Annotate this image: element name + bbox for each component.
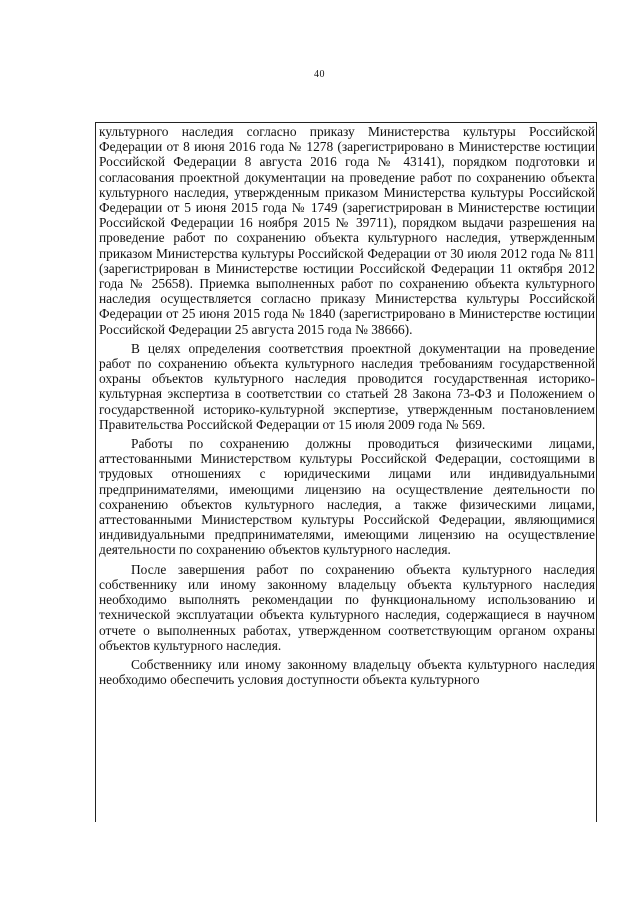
paragraph-4: После завершения работ по сохранению объекта культурного наследия собственнику или иному законному владельцу объекта культурного наследия необходимо выполнять рекомендации по функциональному использованию и технической эксплуатации объекта культурного наследия, содержащиеся в научном отчете о выполненных работах, утвержденном соответствующим органом охраны объектов культурного наследия. bbox=[99, 561, 595, 653]
paragraph-3: Работы по сохранению должны проводиться физическими лицами, аттестованными Министерством культуры Российской Федерации, состоящими в трудовых отношениях с юридическими лицами или индивидуальными предпринимателями, имеющими лицензию на осуществление деятельности по сохранению объектов культурного наследия, а также физическими лицами, аттестованными Министерством культуры Российской Федерации, являющимися индивидуальными предпринимателями, имеющими лицензию на осуществление деятельности по сохранению объектов культурного наследия. bbox=[99, 436, 595, 558]
document-body bbox=[99, 124, 595, 687]
paragraph-5: Собственнику или иному законному владельцу объекта культурного наследия необходимо обеспечить условия доступности объекта культурного bbox=[99, 656, 595, 688]
page-number: 40 bbox=[314, 69, 325, 80]
paragraph-1: культурного наследия согласно приказу Министерства культуры Российской Федерации от 8 июня 2016 года № 1278 (зарегистрировано в Министерстве юстиции Российской Федерации 8 августа 2016 года № 43141), порядком подготовки и согласования проектной документации на проведение работ по сохранению объекта культурного наследия, утвержденным приказом Министерства культуры Российской Федерации от 5 июня 2015 года № 1749 (зарегистрирован в Министерстве юстиции Российской Федерации 16 ноября 2015 № 39711), порядком выдачи разрешения на проведение работ по сохранению объекта культурного наследия, утвержденным приказом Министерства культуры Российской Федерации от 30 июля 2012 года № 811 (зарегистрирован в Министерстве юстиции Российской Федерации 11 октября 2012 года № 25658). Приемка выполненных работ по сохранению объекта культурного наследия осуществляется согласно приказу Министерства культуры Российской Федерации от 25 июня 2015 года № 1840 (зарегистрировано в Министерстве юстиции Российской Федерации 25 августа 2015 года № 38666). bbox=[99, 124, 595, 337]
paragraph-2: В целях определения соответствия проектной документации на проведение работ по сохранению объекта культурного наследия требованиям государственной охраны объектов культурного наследия проводится государственная историко-культурная экспертиза в соответствии со статьей 28 Закона 73-ФЗ и Положением о государственной историко-культурной экспертизе, утвержденным постановлением Правительства Российской Федерации от 15 июля 2009 года № 569. bbox=[99, 340, 595, 432]
